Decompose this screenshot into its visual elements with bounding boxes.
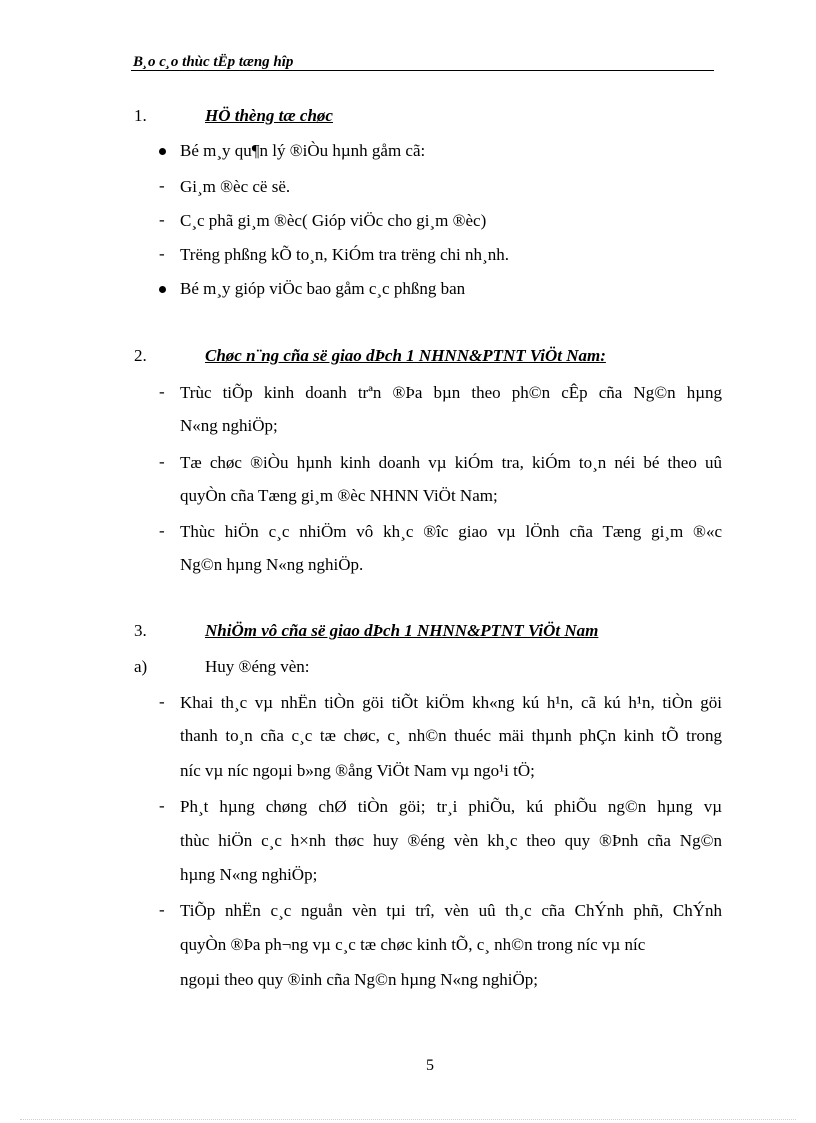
s1-dash-2: C¸c phã gi¸m ®èc( Gióp viÖc cho gi¸m ®èc) (180, 211, 487, 230)
header-rule (131, 70, 714, 71)
dash-icon: - (159, 244, 165, 263)
s3-sub-a-label: a) (134, 657, 148, 676)
s2-dash-3-line-2: Ng©n hµng N«ng nghiÖp. (180, 555, 364, 574)
section-1-title: HÖ thèng tæ chøc (205, 106, 333, 125)
s1-bullet-2: Bé m¸y gióp viÖc bao gåm c¸c phßng ban (180, 279, 466, 298)
section-2-number: 2. (134, 346, 147, 365)
s3-dash-2-line-2: thùc hiÖn c¸c h×nh thøc huy ®éng vèn kh¸c theo quy ®Þnh cña Ng©n (180, 831, 722, 850)
page-number: 5 (426, 1057, 434, 1074)
dash-icon: - (159, 210, 165, 229)
s2-dash-1-line-1: Trùc tiÕp kinh doanh trªn ®Þa bµn theo ph©n cÊp cña Ng©n hµng (180, 383, 722, 402)
s1-dash-1: Gi¸m ®èc cë së. (180, 177, 291, 196)
section-3-number: 3. (134, 621, 147, 640)
s3-dash-1-line-1: Khai th¸c vµ nhËn tiÒn göi tiÕt kiÖm kh«ng kú h¹n, cã kú h¹n, tiÒn göi (180, 693, 722, 712)
s2-dash-3-line-1: Thùc hiÖn c¸c nhiÖm vô kh¸c ®îc giao vµ lÖnh cña Tæng gi¸m ®«c (180, 522, 722, 541)
dash-icon: - (159, 382, 165, 401)
s1-dash-3: Trëng phßng kÕ to¸n, KiÓm tra trëng chi nh¸nh. (180, 245, 509, 264)
s2-dash-2-line-1: Tæ chøc ®iÒu hµnh kinh doanh vµ kiÓm tra, kiÓm to¸n néi bé theo uû (180, 453, 722, 472)
dash-icon: - (159, 521, 165, 540)
page-bottom-divider (20, 1119, 796, 1120)
s3-dash-1-line-3: níc vµ níc ngoµi b»ng ®ång ViÖt Nam vµ ngo¹i tÖ; (180, 761, 535, 780)
s3-dash-3-line-2: quyÒn ®Þa ph¬ng vµ c¸c tæ chøc kinh tÕ, c¸ nh©n trong níc vµ níc (180, 935, 646, 954)
section-1-number: 1. (134, 106, 147, 125)
dash-icon: - (159, 692, 165, 711)
s3-dash-2-line-3: hµng N«ng nghiÖp; (180, 865, 318, 884)
s3-dash-2-line-1: Ph¸t hµng chøng chØ tiÒn göi; tr¸i phiÕu, kú phiÕu ng©n hµng vµ (180, 797, 722, 816)
dash-icon: - (159, 900, 165, 919)
bullet-icon (159, 286, 166, 293)
dash-icon: - (159, 176, 165, 195)
dash-icon: - (159, 796, 165, 815)
running-header: B¸o c¸o thùc tËp tæng hîp (133, 54, 294, 70)
section-2-title: Chøc n¨ng cña së giao dÞch 1 NHNN&PTNT ViÖt Nam: (205, 346, 606, 365)
s3-dash-3-line-3: ngoµi theo quy ®inh cña Ng©n hµng N«ng nghiÖp; (180, 970, 539, 989)
s1-bullet-1: Bé m¸y qu¶n lý ®iÒu hµnh gåm cã: (180, 141, 426, 160)
s3-dash-1-line-2: thanh to¸n cña c¸c tæ chøc, c¸ nh©n thuéc mäi thµnh phÇn kinh tÕ trong (180, 726, 722, 745)
dash-icon: - (159, 452, 165, 471)
bullet-icon (159, 148, 166, 155)
section-3-title: NhiÖm vô cña së giao dÞch 1 NHNN&PTNT ViÖt Nam (205, 621, 599, 640)
s2-dash-1-line-2: N«ng nghiÖp; (180, 416, 278, 435)
s2-dash-2-line-2: quyÒn cña Tæng gi¸m ®èc NHNN ViÖt Nam; (180, 486, 498, 505)
s3-dash-3-line-1: TiÕp nhËn c¸c nguån vèn tµi trî, vèn uû th¸c cña ChÝnh phñ, ChÝnh (180, 901, 722, 920)
s3-sub-a-title: Huy ®éng vèn: (205, 657, 310, 676)
